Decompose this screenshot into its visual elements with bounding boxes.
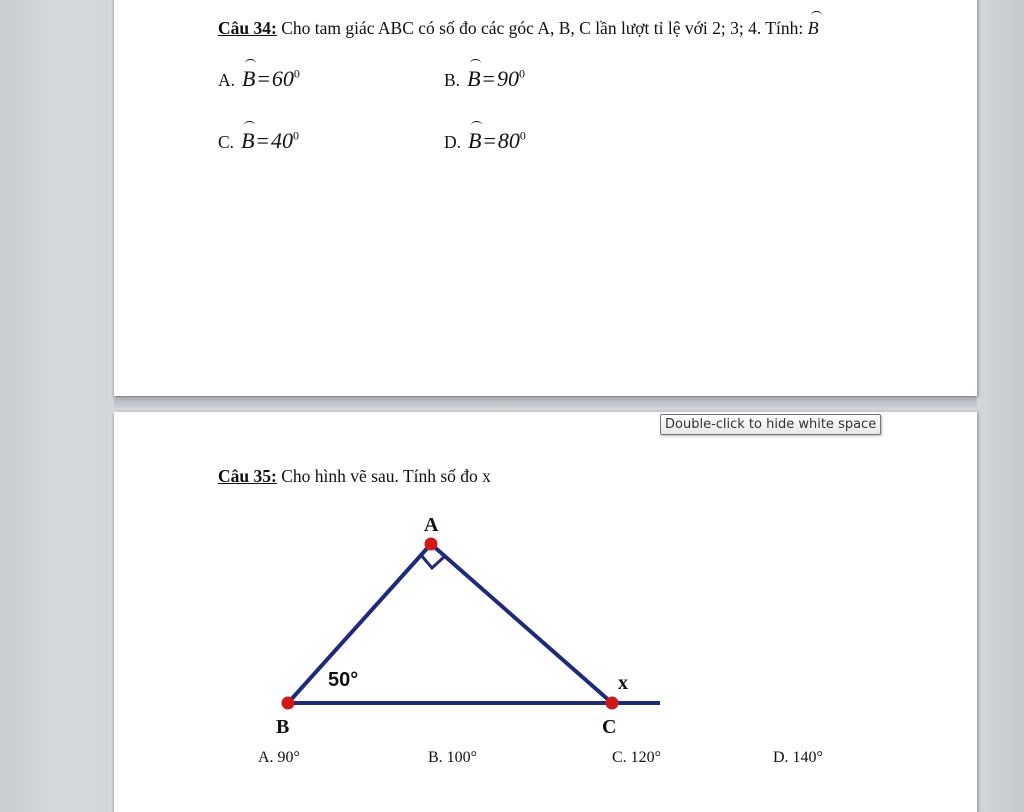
label-b: B (276, 716, 290, 738)
side-ab (288, 544, 431, 703)
option-a-math (242, 66, 300, 92)
answer-c: C. 120° (612, 749, 662, 766)
option-a-sup: 0 (293, 66, 300, 81)
option-d-math (468, 128, 526, 154)
option-d-var: B (468, 128, 482, 153)
option-d-eq: = (483, 128, 496, 153)
question-35-label: Câu 35: (218, 466, 277, 486)
question-35-text: Cho hình vẽ sau. Tính số đo x (281, 466, 491, 486)
document-page-2[interactable] (114, 412, 977, 812)
label-a: A (424, 514, 439, 536)
point-a (425, 538, 438, 551)
question-34-label: Câu 34: (218, 18, 277, 38)
question-35 (218, 466, 491, 487)
option-c-value: 40 (270, 128, 293, 153)
option-c-eq: = (256, 128, 269, 153)
question-34-text: Cho tam giác ABC có số đo các góc A, B, C lần lượt tỉ lệ với 2; 3; 4. Tính: (281, 18, 804, 38)
option-b (444, 66, 525, 92)
option-c-letter: C. (218, 132, 235, 152)
answer-a: A. 90° (258, 749, 300, 766)
option-c-sup: 0 (292, 128, 299, 143)
option-c-var: B (241, 128, 255, 153)
hide-white-space-tooltip[interactable]: Double-click to hide white space (660, 414, 881, 435)
point-b (282, 697, 295, 710)
side-ac (431, 544, 612, 703)
option-a (218, 66, 300, 92)
point-c (606, 697, 619, 710)
option-b-math (467, 66, 525, 92)
option-a-value: 60 (271, 66, 294, 91)
exterior-angle-x: x (618, 672, 628, 694)
option-d-letter: D. (444, 132, 462, 152)
option-b-letter: B. (444, 70, 461, 90)
question-34 (218, 18, 819, 39)
right-angle-mark (421, 555, 444, 568)
label-c: C (602, 716, 617, 738)
answer-d: D. 140° (773, 749, 823, 766)
question-34-target: B (807, 18, 819, 38)
answer-b: B. 100° (428, 749, 478, 766)
option-b-eq: = (482, 66, 495, 91)
option-b-value: 90 (496, 66, 519, 91)
triangle-figure (264, 504, 694, 744)
option-d (444, 128, 526, 154)
option-c (218, 128, 299, 154)
option-a-eq: = (257, 66, 270, 91)
option-c-math (241, 128, 299, 154)
option-b-var: B (467, 66, 481, 91)
angle-label-50: 50° (328, 669, 359, 691)
document-page-1[interactable] (114, 0, 977, 396)
option-a-letter: A. (218, 70, 236, 90)
option-d-sup: 0 (519, 128, 526, 143)
option-b-sup: 0 (518, 66, 525, 81)
page-gap (114, 399, 977, 408)
option-d-value: 80 (497, 128, 520, 153)
option-a-var: B (242, 66, 256, 91)
